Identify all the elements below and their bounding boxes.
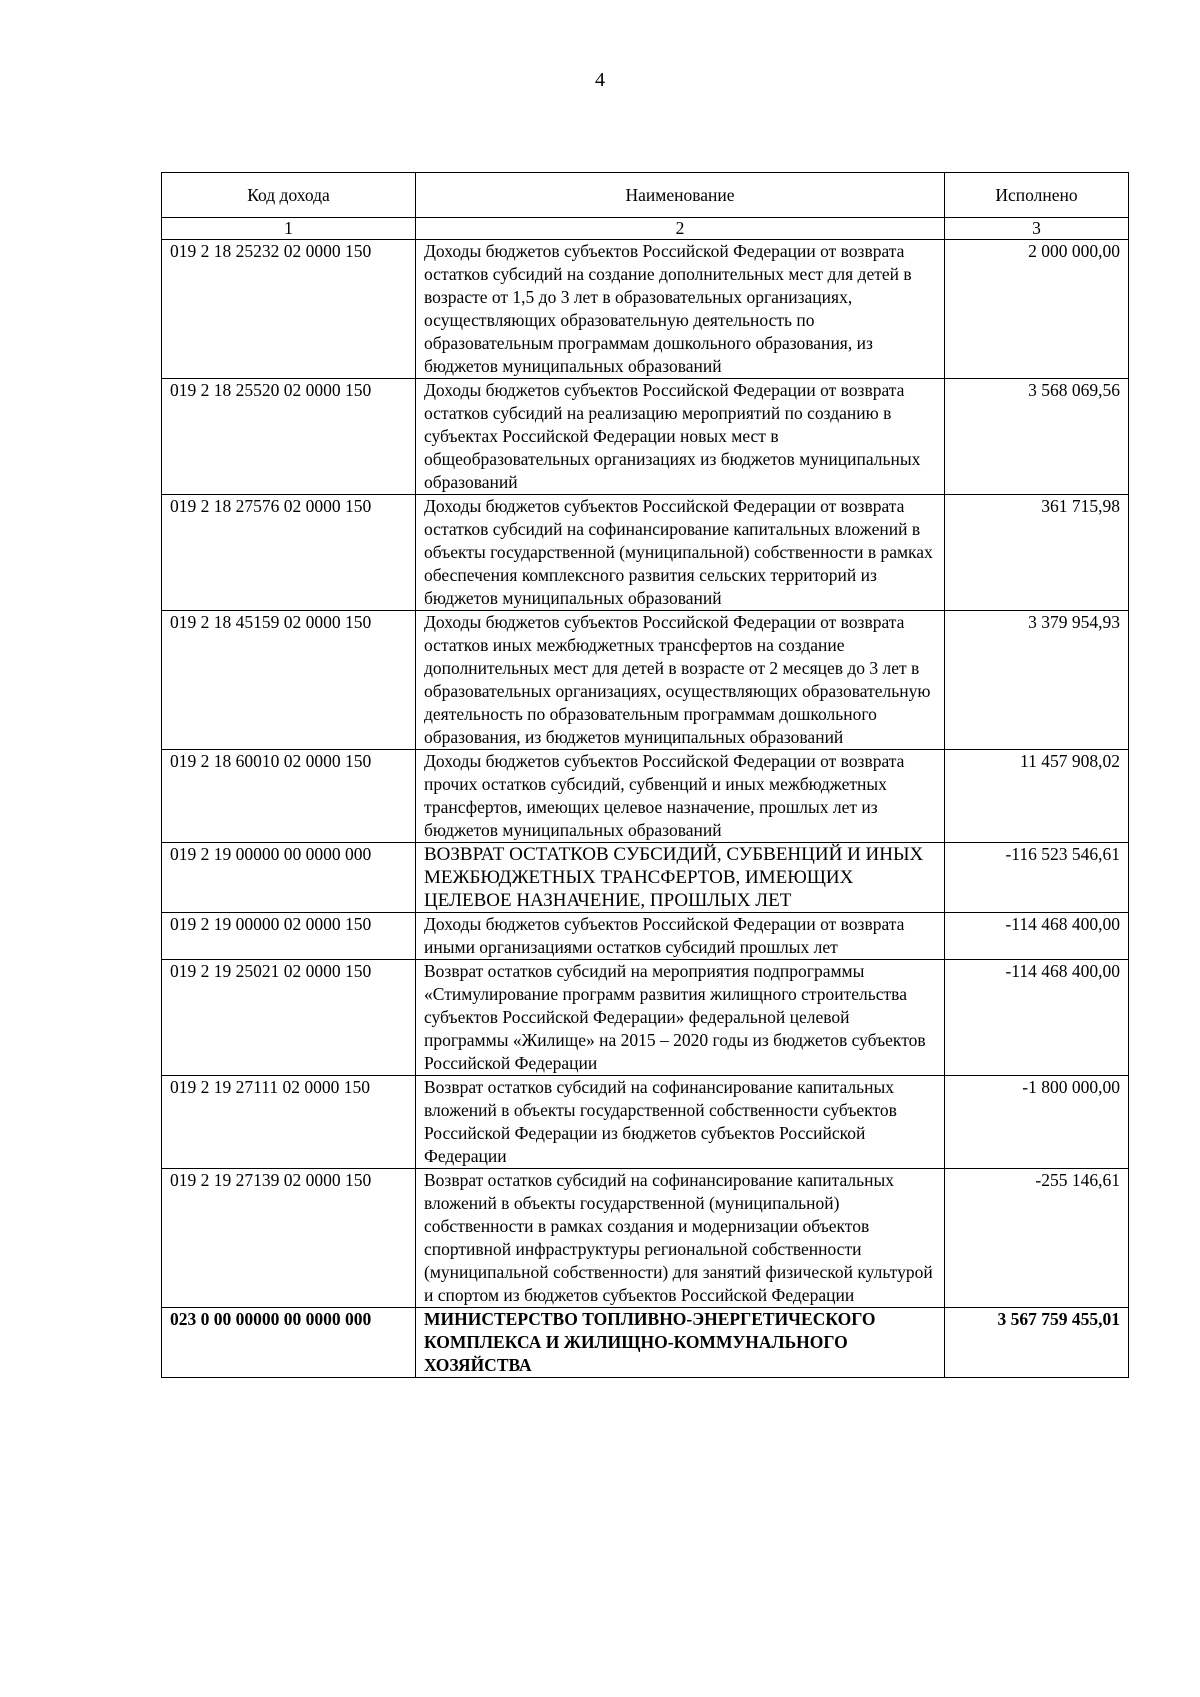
income-code: 019 2 19 27139 02 0000 150 — [162, 1169, 416, 1308]
income-code: 019 2 19 00000 00 0000 000 — [162, 843, 416, 913]
income-name: Доходы бюджетов субъектов Российской Федерации от возврата прочих остатков субсидий, субвенций и иных межбюджетных трансфертов, имеющих целевое назначение, прошлых лет из бюджетов муниципальных образований — [416, 750, 945, 843]
income-code: 019 2 18 25232 02 0000 150 — [162, 240, 416, 379]
income-name: Доходы бюджетов субъектов Российской Федерации от возврата остатков субсидий на реализацию мероприятий по созданию в субъектах Российской Федерации новых мест в общеобразовательных организациях из бюджетов муниципальных образований — [416, 379, 945, 495]
table-row — [162, 379, 1129, 495]
executed-amount: 2 000 000,00 — [945, 240, 1129, 379]
executed-amount: 361 715,98 — [945, 495, 1129, 611]
executed-amount: 3 568 069,56 — [945, 379, 1129, 495]
header-executed: Исполнено — [945, 173, 1129, 218]
income-name: Возврат остатков субсидий на софинансирование капитальных вложений в объекты государственной (муниципальной) собственности в рамках создания и модернизации объектов спортивной инфраструктуры региональной собственности (муниципальной собственности) для занятий физической культурой и спортом из бюджетов субъектов Российской Федерации — [416, 1169, 945, 1308]
income-code: 019 2 18 25520 02 0000 150 — [162, 379, 416, 495]
column-number: 3 — [945, 218, 1129, 240]
table-row — [162, 240, 1129, 379]
income-name: Доходы бюджетов субъектов Российской Федерации от возврата остатков иных межбюджетных трансфертов на создание дополнительных мест для детей в возрасте от 2 месяцев до 3 лет в образовательных организациях, осуществляющих образовательную деятельность по образовательным программам дошкольного образования, из бюджетов муниципальных образований — [416, 611, 945, 750]
income-name: Доходы бюджетов субъектов Российской Федерации от возврата остатков субсидий на создание дополнительных мест для детей в возрасте от 1,5 до 3 лет в образовательных организациях, осуществляющих образовательную деятельность по образовательным программам дошкольного образования, из бюджетов муниципальных образований — [416, 240, 945, 379]
executed-amount: 11 457 908,02 — [945, 750, 1129, 843]
income-code: 023 0 00 00000 00 0000 000 — [162, 1308, 416, 1378]
column-number: 2 — [416, 218, 945, 240]
executed-amount: -114 468 400,00 — [945, 913, 1129, 960]
income-name: Возврат остатков субсидий на софинансирование капитальных вложений в объекты государственной собственности субъектов Российской Федерации из бюджетов субъектов Российской Федерации — [416, 1076, 945, 1169]
table-row — [162, 913, 1129, 960]
income-name: ВОЗВРАТ ОСТАТКОВ СУБСИДИЙ, СУБВЕНЦИЙ И ИНЫХ МЕЖБЮДЖЕТНЫХ ТРАНСФЕРТОВ, ИМЕЮЩИХ ЦЕЛЕВОЕ НАЗНАЧЕНИЕ, ПРОШЛЫХ ЛЕТ — [416, 843, 945, 913]
column-numbers-row — [162, 218, 1129, 240]
table-row — [162, 1169, 1129, 1308]
table-row — [162, 843, 1129, 913]
income-name: Доходы бюджетов субъектов Российской Федерации от возврата иными организациями остатков субсидий прошлых лет — [416, 913, 945, 960]
header-name: Наименование — [416, 173, 945, 218]
header-income-code: Код дохода — [162, 173, 416, 218]
income-name: Доходы бюджетов субъектов Российской Федерации от возврата остатков субсидий на софинансирование капитальных вложений в объекты государственной (муниципальной) собственности в рамках обеспечения комплексного развития сельских территорий из бюджетов муниципальных образований — [416, 495, 945, 611]
income-code: 019 2 19 27111 02 0000 150 — [162, 1076, 416, 1169]
income-code: 019 2 18 27576 02 0000 150 — [162, 495, 416, 611]
income-code: 019 2 18 60010 02 0000 150 — [162, 750, 416, 843]
income-code: 019 2 18 45159 02 0000 150 — [162, 611, 416, 750]
executed-amount: -1 800 000,00 — [945, 1076, 1129, 1169]
column-number: 1 — [162, 218, 416, 240]
table-row — [162, 750, 1129, 843]
table-row — [162, 960, 1129, 1076]
table-row-ministry-total — [162, 1308, 1129, 1378]
executed-amount: 3 379 954,93 — [945, 611, 1129, 750]
executed-amount: -255 146,61 — [945, 1169, 1129, 1308]
income-name: Возврат остатков субсидий на мероприятия подпрограммы «Стимулирование программ развития жилищного строительства субъектов Российской Федерации» федеральной целевой программы «Жилище» на 2015 – 2020 годы из бюджетов субъектов Российской Федерации — [416, 960, 945, 1076]
executed-amount: -116 523 546,61 — [945, 843, 1129, 913]
executed-amount: -114 468 400,00 — [945, 960, 1129, 1076]
income-code: 019 2 19 00000 02 0000 150 — [162, 913, 416, 960]
page-number: 4 — [595, 69, 605, 91]
income-name: МИНИСТЕРСТВО ТОПЛИВНО-ЭНЕРГЕТИЧЕСКОГО КОМПЛЕКСА И ЖИЛИЩНО-КОММУНАЛЬНОГО ХОЗЯЙСТВА — [416, 1308, 945, 1378]
executed-amount: 3 567 759 455,01 — [945, 1308, 1129, 1378]
income-code: 019 2 19 25021 02 0000 150 — [162, 960, 416, 1076]
table-row — [162, 1076, 1129, 1169]
revenue-table — [161, 172, 1129, 1378]
table-row — [162, 611, 1129, 750]
table-row — [162, 495, 1129, 611]
table-header-row — [162, 173, 1129, 218]
